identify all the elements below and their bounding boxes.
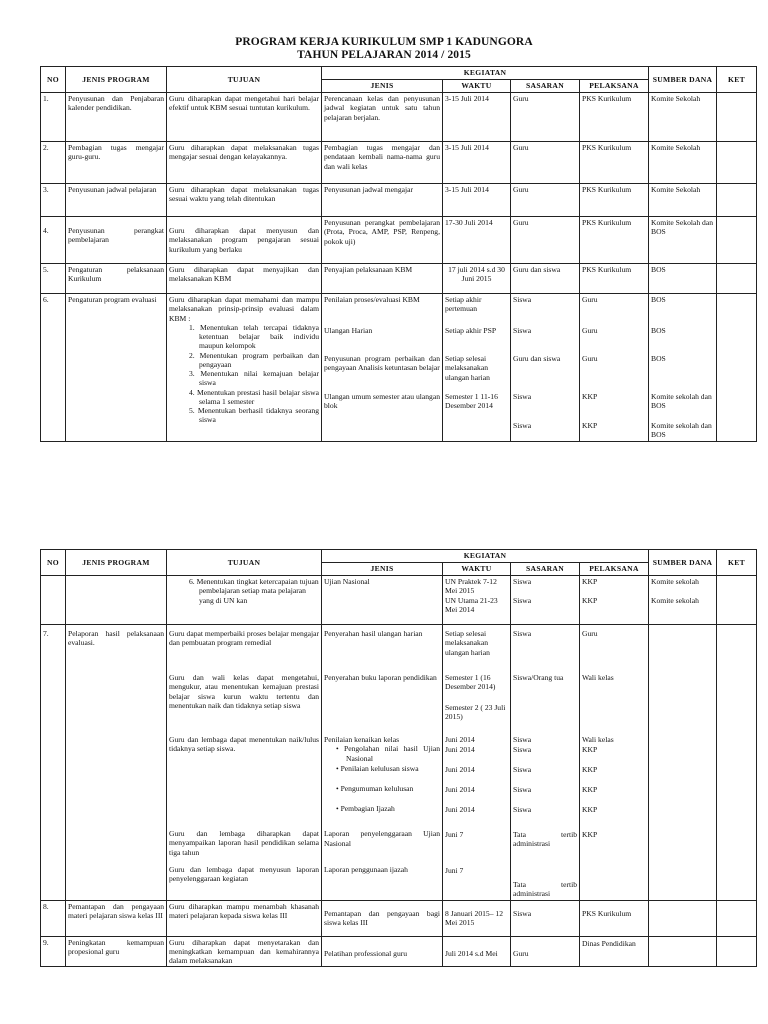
- row-program: Pemantapan dan pengayaan materi pelajaran siswa kelas III: [66, 900, 167, 936]
- row-sasaran: Guru: [511, 93, 580, 142]
- row-pelaksana: PKS Kurikulum: [580, 900, 649, 936]
- row-no: 3.: [41, 184, 66, 217]
- waktu-entry: Setiap akhir pertemuan: [445, 295, 482, 314]
- row-program: Penyusunan dan Penjabaran kalender pendidikan.: [66, 93, 167, 142]
- tujuan-intro: Guru diharapkan dapat memahami dan mampu melaksanakan prinsip-prinsip evaluasi dalam KBM :: [169, 295, 319, 323]
- sasaran-entry: Siswa: [513, 785, 532, 794]
- program-table-1: [40, 66, 757, 442]
- row-pelaksana: PKS Kurikulum: [580, 93, 649, 142]
- row-sasaran: Guru: [511, 936, 580, 967]
- jenis-entry: Penyusunan program perbaikan dan pengayaan Analisis ketuntasan belajar: [324, 354, 440, 373]
- row-tujuan: Guru diharapkan mampu menambah khasanah materi pelajaran kepada siswa kelas III: [167, 900, 322, 936]
- row-tujuan: Guru diharapkan dapat menyusun dan melaksanakan program pengajaran sesuai kurikulum yang berlaku: [167, 217, 322, 264]
- row-pelaksana: PKS Kurikulum: [580, 184, 649, 217]
- row-ket: [717, 576, 757, 625]
- row-ket: [717, 142, 757, 184]
- row-jenis: Pembagian tugas mengajar dan pendataan kembali nama-nama guru dan wali kelas: [322, 142, 443, 184]
- row-jenis: Penyajian pelaksanaan KBM: [322, 264, 443, 294]
- row-jenis: Pemantapan dan pengayaan bagi siswa kelas III: [322, 900, 443, 936]
- sasaran-entry: Siswa: [513, 745, 532, 754]
- dana-entry: Komite sekolah dan BOS: [651, 421, 712, 440]
- row-no: 6.: [41, 294, 66, 442]
- row-pelaksana: [580, 625, 649, 901]
- sasaran-entry: Siswa: [513, 765, 532, 774]
- header-no: NO: [41, 67, 66, 93]
- header-pelaksana: PELAKSANA: [580, 563, 649, 576]
- pelaksana-entry: KKP: [582, 392, 598, 401]
- row-waktu: 17 juli 2014 s.d 30 Juni 2015: [443, 264, 511, 294]
- row-jenis: Pelatihan professional guru: [322, 936, 443, 967]
- row-jenis: Penyusunan perangkat pembelajaran (Prota, Proca, AMP, PSP, Renpeng, pokok uji): [322, 217, 443, 264]
- list-item: 6. Menentukan tingkat ketercapaian tujuan pembelajaran setiap mata pelajaran yang di UN kan: [189, 577, 319, 605]
- row-sasaran: Guru: [511, 142, 580, 184]
- row-program: Penyusunan jadwal pelajaran: [66, 184, 167, 217]
- dana-entry: Komite sekolah dan BOS: [651, 392, 712, 411]
- bullet-item: • Pengumuman kelulusan: [336, 784, 414, 794]
- row-program: Pelaporan hasil pelaksanaan evaluasi.: [66, 625, 167, 901]
- row-waktu: 3-15 Juli 2014: [443, 142, 511, 184]
- row-ket: [717, 264, 757, 294]
- row-dana: Komite Sekolah: [649, 184, 717, 217]
- bullet-text: Penilaian kelulusan siswa: [340, 764, 419, 774]
- jenis-entry: Penyerahan hasil ulangan harian: [324, 629, 423, 638]
- header-kegiatan: KEGIATAN: [322, 67, 649, 80]
- sasaran-entry: Siswa/Orang tua: [513, 673, 564, 682]
- table-row: [41, 184, 757, 217]
- pelaksana-entry: KKP: [582, 830, 598, 839]
- header-kegiatan: KEGIATAN: [322, 550, 649, 563]
- pelaksana-entry: KKP: [582, 765, 598, 774]
- tujuan-entry: Guru dan wali kelas dapat mengetahui, mengukur, atau menentukan kemajuan prestasi belajar siswa kurun waktu tertentu dan menentukan naik dan tidaknya setiap siswa: [169, 673, 319, 710]
- pelaksana-entry: Guru: [582, 354, 598, 363]
- row-dana: [649, 936, 717, 967]
- waktu-entry: Juni 2014: [445, 785, 475, 794]
- waktu-entry: UN Praktek 7-12 Mei 2015: [445, 577, 497, 596]
- table-row: [41, 576, 757, 625]
- jenis-entry: Ulangan Harian: [324, 326, 373, 335]
- waktu-entry: Juni 7: [445, 866, 464, 875]
- waktu-entry: Juni 7: [445, 830, 464, 839]
- sasaran-entry: Tata tertib administrasi: [513, 830, 577, 849]
- row-dana: [649, 625, 717, 901]
- table-row: [41, 93, 757, 142]
- pelaksana-entry: KKP: [582, 745, 598, 754]
- row-jenis: [322, 294, 443, 442]
- row-program: Pembagian tugas mengajar guru-guru.: [66, 142, 167, 184]
- sasaran-entry: Tata tertib administrasi: [513, 880, 577, 899]
- pelaksana-entry: KKP: [582, 785, 598, 794]
- row-no: 5.: [41, 264, 66, 294]
- row-no: 9.: [41, 936, 66, 967]
- row-sasaran: Siswa: [511, 900, 580, 936]
- row-dana: Komite Sekolah dan BOS: [649, 217, 717, 264]
- bullet-text: Pengolahan nilai hasil Ujian Nasional: [343, 744, 440, 763]
- row-dana: [649, 294, 717, 442]
- pelaksana-entry: Guru: [582, 629, 598, 638]
- row-waktu: Juli 2014 s.d Mei: [443, 936, 511, 967]
- sasaran-entry: Siswa: [513, 596, 532, 605]
- list-item: 3. Menentukan nilai kemajuan belajar siswa: [189, 369, 319, 388]
- sasaran-entry: Siswa: [513, 577, 532, 586]
- tujuan-entry: Guru dan lembaga dapat menentukan naik/lulus tidaknya setiap siswa.: [169, 735, 319, 754]
- row-pelaksana: PKS Kurikulum: [580, 217, 649, 264]
- header-tujuan: TUJUAN: [167, 550, 322, 576]
- row-dana: Komite Sekolah: [649, 93, 717, 142]
- row-ket: [717, 900, 757, 936]
- row-sasaran: Guru dan siswa: [511, 264, 580, 294]
- jenis-entry: Penyerahan buku laporan pendidikan: [324, 673, 437, 682]
- list-item: 2. Menentukan program perbaikan dan pengayaan: [189, 350, 319, 369]
- row-pelaksana: PKS Kurikulum: [580, 142, 649, 184]
- dana-entry: Komite sekolah: [651, 596, 699, 605]
- row-ket: [717, 93, 757, 142]
- waktu-entry: Setiap selesai melaksanakan ulangan harian: [445, 629, 490, 657]
- bullet-text: Pengumuman kelulusan: [340, 784, 414, 794]
- waktu-entry: Semester 1 11-16 Desember 2014: [445, 392, 498, 411]
- list-item: 1. Menentukan telah tercapai tidaknya ketentuan belajar baik individu maupun kelompok: [189, 322, 319, 351]
- pelaksana-entry: Guru: [582, 295, 598, 304]
- pelaksana-entry: KKP: [582, 421, 598, 430]
- row-pelaksana: [580, 576, 649, 625]
- waktu-entry: Setiap akhir PSP: [445, 326, 497, 335]
- row-ket: [717, 294, 757, 442]
- bullet-text: Pembagian Ijazah: [340, 804, 395, 814]
- jenis-entry: Laporan penyelenggaraan Ujian Nasional: [324, 829, 440, 848]
- program-table-2: [40, 549, 757, 967]
- table-row: [41, 264, 757, 294]
- row-no: [41, 576, 66, 625]
- pelaksana-entry: KKP: [582, 577, 598, 586]
- tujuan-entry: Guru dapat memperbaiki proses belajar mengajar dan pembuatan program remedial: [169, 629, 319, 648]
- header-dana: SUMBER DANA: [649, 550, 717, 576]
- document-subtitle: TAHUN PELAJARAN 2014 / 2015: [297, 49, 471, 61]
- waktu-entry: Semester 2 ( 23 Juli 2015): [445, 703, 506, 722]
- pelaksana-entry: Wali kelas: [582, 735, 614, 744]
- row-ket: [717, 184, 757, 217]
- header-dana: SUMBER DANA: [649, 67, 717, 93]
- waktu-entry: Setiap selesai melaksanakan ulangan harian: [445, 354, 490, 382]
- row-tujuan: Guru diharapkan dapat melaksanakan tugas mengajar sesuai dengan kelayakannya.: [167, 142, 322, 184]
- jenis-entry: Ulangan umum semester atau ulangan blok: [324, 392, 440, 411]
- jenis-entry: Laporan penggunaan ijazah: [324, 865, 408, 875]
- row-sasaran: Guru: [511, 184, 580, 217]
- header-pelaksana: PELAKSANA: [580, 80, 649, 93]
- sasaran-entry: Siswa: [513, 421, 532, 430]
- row-jenis: Perencanaan kelas dan penyusunan jadwal kegiatan untuk satu tahun pelajaran berjalan.: [322, 93, 443, 142]
- row-no: 7.: [41, 625, 66, 901]
- dana-entry: BOS: [651, 326, 666, 335]
- row-waktu: 8 Januari 2015– 12 Mei 2015: [443, 900, 511, 936]
- waktu-entry: Juni 2014: [445, 735, 475, 744]
- row-ket: [717, 217, 757, 264]
- row-jenis: Ujian Nasional: [322, 576, 443, 625]
- row-dana: BOS: [649, 264, 717, 294]
- sasaran-entry: Siswa: [513, 295, 532, 304]
- dana-entry: BOS: [651, 295, 666, 304]
- row-program: Pengaturan program evaluasi: [66, 294, 167, 442]
- jenis-entry: Penilaian kenaikan kelas: [324, 735, 400, 744]
- header-program: JENIS PROGRAM: [66, 67, 167, 93]
- header-tujuan: TUJUAN: [167, 67, 322, 93]
- row-tujuan: Guru diharapkan dapat melaksanakan tugas sesuai waktu yang telah ditentukan: [167, 184, 322, 217]
- table-row: [41, 294, 757, 442]
- waktu-entry: UN Utama 21-23 Mei 2014: [445, 595, 498, 614]
- sasaran-entry: Siswa: [513, 805, 532, 814]
- row-waktu: [443, 625, 511, 901]
- row-program: Penyusunan perangkat pembelajaran: [66, 217, 167, 264]
- header-ket: KET: [717, 550, 757, 576]
- header-sasaran: SASARAN: [511, 80, 580, 93]
- row-pelaksana: PKS Kurikulum: [580, 264, 649, 294]
- header-waktu: WAKTU: [443, 563, 511, 576]
- row-waktu: [443, 294, 511, 442]
- waktu-entry: Juni 2014: [445, 765, 475, 774]
- pelaksana-entry: KKP: [582, 805, 598, 814]
- waktu-entry: Juni 2014: [445, 805, 475, 814]
- pelaksana-entry: Guru: [582, 326, 598, 335]
- row-no: 2.: [41, 142, 66, 184]
- row-sasaran: [511, 625, 580, 901]
- document-title: PROGRAM KERJA KURIKULUM SMP 1 KADUNGORA: [235, 36, 533, 48]
- header-ket: KET: [717, 67, 757, 93]
- jenis-entry: Penilaian proses/evaluasi KBM: [324, 295, 420, 304]
- list-item: 4. Menentukan prestasi hasil belajar siswa selama 1 semester: [189, 387, 319, 406]
- sasaran-entry: Siswa: [513, 392, 532, 401]
- row-sasaran: [511, 576, 580, 625]
- pelaksana-entry: KKP: [582, 596, 598, 605]
- header-no: NO: [41, 550, 66, 576]
- row-waktu: 3-15 Juli 2014: [443, 184, 511, 217]
- header-program: JENIS PROGRAM: [66, 550, 167, 576]
- row-waktu: [443, 576, 511, 625]
- row-sasaran: [511, 294, 580, 442]
- sasaran-entry: Siswa: [513, 735, 532, 744]
- row-tujuan: [167, 625, 322, 901]
- header-sasaran: SASARAN: [511, 563, 580, 576]
- row-dana: [649, 900, 717, 936]
- row-ket: [717, 936, 757, 967]
- row-tujuan: Guru diharapkan dapat menyajikan dan melaksanakan KBM: [167, 264, 322, 294]
- row-ket: [717, 625, 757, 901]
- row-no: 1.: [41, 93, 66, 142]
- row-waktu: 17-30 Juli 2014: [443, 217, 511, 264]
- row-pelaksana: Dinas Pendidikan: [580, 936, 649, 967]
- row-sasaran: Guru: [511, 217, 580, 264]
- header-waktu: WAKTU: [443, 80, 511, 93]
- row-dana: Komite Sekolah: [649, 142, 717, 184]
- table-row: [41, 625, 757, 901]
- table-row: [41, 900, 757, 936]
- dana-entry: BOS: [651, 354, 666, 363]
- row-tujuan: Guru diharapkan dapat menyetarakan dan meningkatkan kemampuan dan kemahirannya dalam melaksanakan: [167, 936, 322, 967]
- row-program: [66, 576, 167, 625]
- row-tujuan: [167, 576, 322, 625]
- waktu-entry: Semester 1 (16 Desember 2014): [445, 673, 496, 692]
- table-row: [41, 936, 757, 967]
- row-program: Peningkatan kemampuan propesional guru: [66, 936, 167, 967]
- bullet-item: • Pengolahan nilai hasil Ujian Nasional: [336, 744, 440, 763]
- tujuan-entry: Guru dan lembaga dapat menyusun laporan penyelenggaraan kegiatan: [169, 865, 319, 884]
- row-no: 8.: [41, 900, 66, 936]
- row-jenis: [322, 625, 443, 901]
- bullet-item: • Pembagian Ijazah: [336, 804, 395, 814]
- row-pelaksana: [580, 294, 649, 442]
- table-row: [41, 142, 757, 184]
- row-program: Pengaturan pelaksanaan Kurikulum: [66, 264, 167, 294]
- row-jenis: Penyusunan jadwal mengajar: [322, 184, 443, 217]
- tujuan-entry: Guru dan lembaga diharapkan dapat menyampaikan laporan hasil pendidikan selama tiga tahun: [169, 829, 319, 857]
- row-dana: [649, 576, 717, 625]
- row-waktu: 3-15 Juli 2014: [443, 93, 511, 142]
- dana-entry: Komite sekolah: [651, 577, 699, 586]
- row-no: 4.: [41, 217, 66, 264]
- sasaran-entry: Siswa: [513, 629, 532, 638]
- list-item: 5. Menentukan berhasil tidaknya seorang siswa: [189, 406, 319, 425]
- table-row: [41, 217, 757, 264]
- waktu-entry: Juni 2014: [445, 745, 475, 754]
- sasaran-entry: Guru dan siswa: [513, 354, 561, 363]
- header-jenis: JENIS: [322, 563, 443, 576]
- row-tujuan: Guru diharapkan dapat mengetahui hari belajar efektif untuk KBM sesuai tuntutan kurikulum.: [167, 93, 322, 142]
- sasaran-entry: Siswa: [513, 326, 532, 335]
- row-tujuan: [167, 294, 322, 442]
- header-jenis: JENIS: [322, 80, 443, 93]
- pelaksana-entry: Wali kelas: [582, 673, 614, 682]
- bullet-item: • Penilaian kelulusan siswa: [336, 764, 419, 774]
